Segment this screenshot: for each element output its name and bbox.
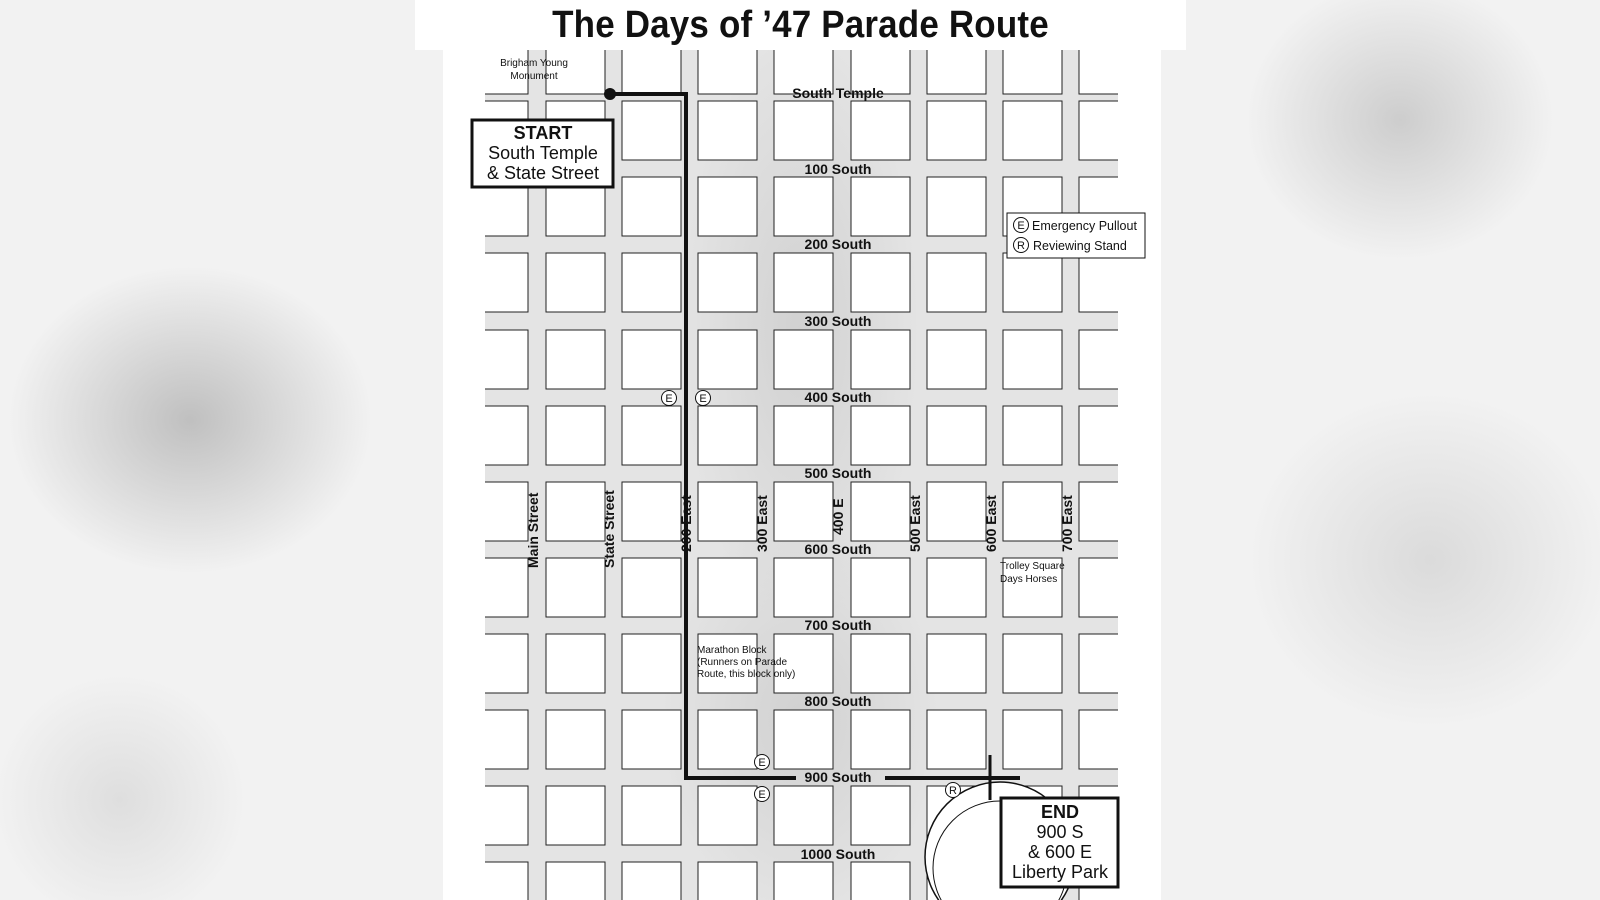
- city-block: [927, 558, 986, 617]
- street-label-200-south: 200 South: [804, 236, 872, 252]
- svg-text:E: E: [699, 393, 707, 405]
- city-block: [1079, 710, 1138, 769]
- map-legend: [1007, 213, 1145, 258]
- street-label-900-south: 900 South: [804, 769, 872, 785]
- street-label-500-south: 500 South: [804, 465, 872, 481]
- reviewing-stand-marker: [946, 783, 961, 798]
- city-block: [774, 177, 833, 236]
- street-label-100-south: 100 South: [804, 161, 872, 177]
- city-block: [774, 406, 833, 465]
- city-block: [698, 558, 757, 617]
- svg-text:E: E: [758, 789, 766, 801]
- city-block: [698, 786, 757, 845]
- svg-text:E: E: [1017, 220, 1025, 232]
- city-block: [851, 558, 910, 617]
- city-block: [927, 482, 986, 541]
- city-block: [1079, 482, 1138, 541]
- city-block: [698, 862, 757, 900]
- city-block: [546, 862, 605, 900]
- svg-text:E: E: [758, 757, 766, 769]
- emergency-pullout-marker: [755, 755, 770, 770]
- end-callout: [1001, 798, 1118, 887]
- city-block: [1079, 330, 1138, 389]
- trolley-note-line1: Trolley Square: [1000, 561, 1065, 572]
- city-block: [1003, 482, 1062, 541]
- city-block: [622, 101, 681, 160]
- start-callout: [472, 120, 613, 187]
- street-label-200-east: 200 East: [678, 495, 694, 552]
- city-block: [698, 253, 757, 312]
- city-block: [774, 101, 833, 160]
- city-block: [927, 406, 986, 465]
- city-block: [927, 710, 986, 769]
- city-block: [622, 482, 681, 541]
- city-block: [622, 558, 681, 617]
- city-block: [698, 406, 757, 465]
- city-block: [774, 482, 833, 541]
- city-block: [1003, 35, 1062, 94]
- svg-text:R: R: [949, 785, 957, 797]
- city-block: [1003, 101, 1062, 160]
- city-block: [469, 558, 528, 617]
- city-block: [851, 862, 910, 900]
- city-block: [774, 558, 833, 617]
- city-block: [1003, 406, 1062, 465]
- city-block: [1079, 558, 1138, 617]
- trolley-note-line2: Days Horses: [1000, 574, 1058, 585]
- city-block: [851, 253, 910, 312]
- street-label-state-street: State Street: [601, 490, 617, 568]
- city-block: [927, 634, 986, 693]
- city-block: [469, 482, 528, 541]
- map-title: The Days of ’47 Parade Route: [552, 4, 1049, 46]
- city-block: [546, 482, 605, 541]
- street-label-500-east: 500 East: [907, 495, 923, 552]
- monument-label-line2: Monument: [510, 71, 558, 82]
- street-label-300-south: 300 South: [804, 313, 872, 329]
- city-block: [851, 177, 910, 236]
- city-block: [851, 710, 910, 769]
- start-line1: South Temple: [488, 143, 598, 163]
- emergency-pullout-marker: [696, 391, 711, 406]
- city-block: [622, 862, 681, 900]
- city-block: [698, 482, 757, 541]
- city-block: [469, 862, 528, 900]
- street-label-600-south: 600 South: [804, 541, 872, 557]
- city-block: [622, 177, 681, 236]
- marathon-note-line1: Marathon Block: [697, 645, 767, 656]
- street-label-800-south: 800 South: [804, 693, 872, 709]
- city-block: [469, 330, 528, 389]
- city-block: [698, 101, 757, 160]
- city-block: [698, 35, 757, 94]
- city-block: [1079, 634, 1138, 693]
- city-block: [546, 634, 605, 693]
- city-block: [774, 330, 833, 389]
- city-block: [927, 177, 986, 236]
- city-block: [1003, 710, 1062, 769]
- end-line3: Liberty Park: [1011, 862, 1109, 882]
- city-block: [546, 406, 605, 465]
- city-block: [622, 634, 681, 693]
- city-block: [698, 177, 757, 236]
- emergency-pullout-marker: [755, 787, 770, 802]
- city-block: [1003, 634, 1062, 693]
- end-line2: & 600 E: [1027, 842, 1093, 862]
- legend-reviewing-label: Reviewing Stand: [1033, 239, 1127, 253]
- street-label-300-east: 300 East: [754, 495, 770, 552]
- street-label-south-temple: South Temple: [792, 85, 884, 101]
- city-block: [851, 101, 910, 160]
- city-block: [1003, 253, 1062, 312]
- city-block: [851, 634, 910, 693]
- legend-emergency-label: Emergency Pullout: [1032, 219, 1137, 233]
- city-block: [546, 786, 605, 845]
- city-block: [851, 330, 910, 389]
- marathon-note-line3: Route, this block only): [697, 669, 796, 680]
- city-block: [469, 710, 528, 769]
- city-block: [622, 35, 681, 94]
- city-block: [698, 710, 757, 769]
- street-label-400-e: 400 E: [830, 498, 846, 535]
- svg-text:R: R: [1017, 240, 1025, 252]
- start-heading: START: [513, 123, 573, 143]
- city-block: [774, 862, 833, 900]
- city-block: [927, 330, 986, 389]
- city-block: [774, 253, 833, 312]
- city-block: [851, 786, 910, 845]
- city-block: [546, 330, 605, 389]
- city-block: [469, 253, 528, 312]
- end-line1: 900 S: [1036, 822, 1084, 842]
- street-label-700-east: 700 East: [1059, 495, 1075, 552]
- city-block: [622, 253, 681, 312]
- route-start-dot: [604, 88, 616, 100]
- city-block: [1079, 406, 1138, 465]
- city-block: [469, 634, 528, 693]
- emergency-pullout-marker: [662, 391, 677, 406]
- street-label-main-street: Main Street: [525, 492, 541, 568]
- svg-text:E: E: [665, 393, 673, 405]
- street-label-1000-south: 1000 South: [800, 846, 876, 862]
- city-block: [622, 330, 681, 389]
- street-label-700-south: 700 South: [804, 617, 872, 633]
- city-block: [546, 558, 605, 617]
- city-block: [851, 406, 910, 465]
- street-label-400-south: 400 South: [804, 389, 872, 405]
- city-block: [1079, 101, 1138, 160]
- city-block: [469, 786, 528, 845]
- city-block: [622, 710, 681, 769]
- city-block: [698, 330, 757, 389]
- city-block: [546, 253, 605, 312]
- city-block: [851, 482, 910, 541]
- city-block: [927, 35, 986, 94]
- city-block: [1003, 330, 1062, 389]
- end-heading: END: [1040, 802, 1080, 822]
- city-block: [469, 406, 528, 465]
- street-label-600-east: 600 East: [983, 495, 999, 552]
- city-block: [1079, 253, 1138, 312]
- start-line2: & State Street: [486, 163, 600, 183]
- city-block: [927, 101, 986, 160]
- city-block: [927, 253, 986, 312]
- marathon-note-line2: (Runners on Parade: [697, 657, 788, 668]
- monument-label-line1: Brigham Young: [500, 58, 568, 69]
- city-block: [774, 710, 833, 769]
- city-block: [774, 786, 833, 845]
- city-block: [1079, 35, 1138, 94]
- city-block: [546, 710, 605, 769]
- city-block: [622, 786, 681, 845]
- city-block: [622, 406, 681, 465]
